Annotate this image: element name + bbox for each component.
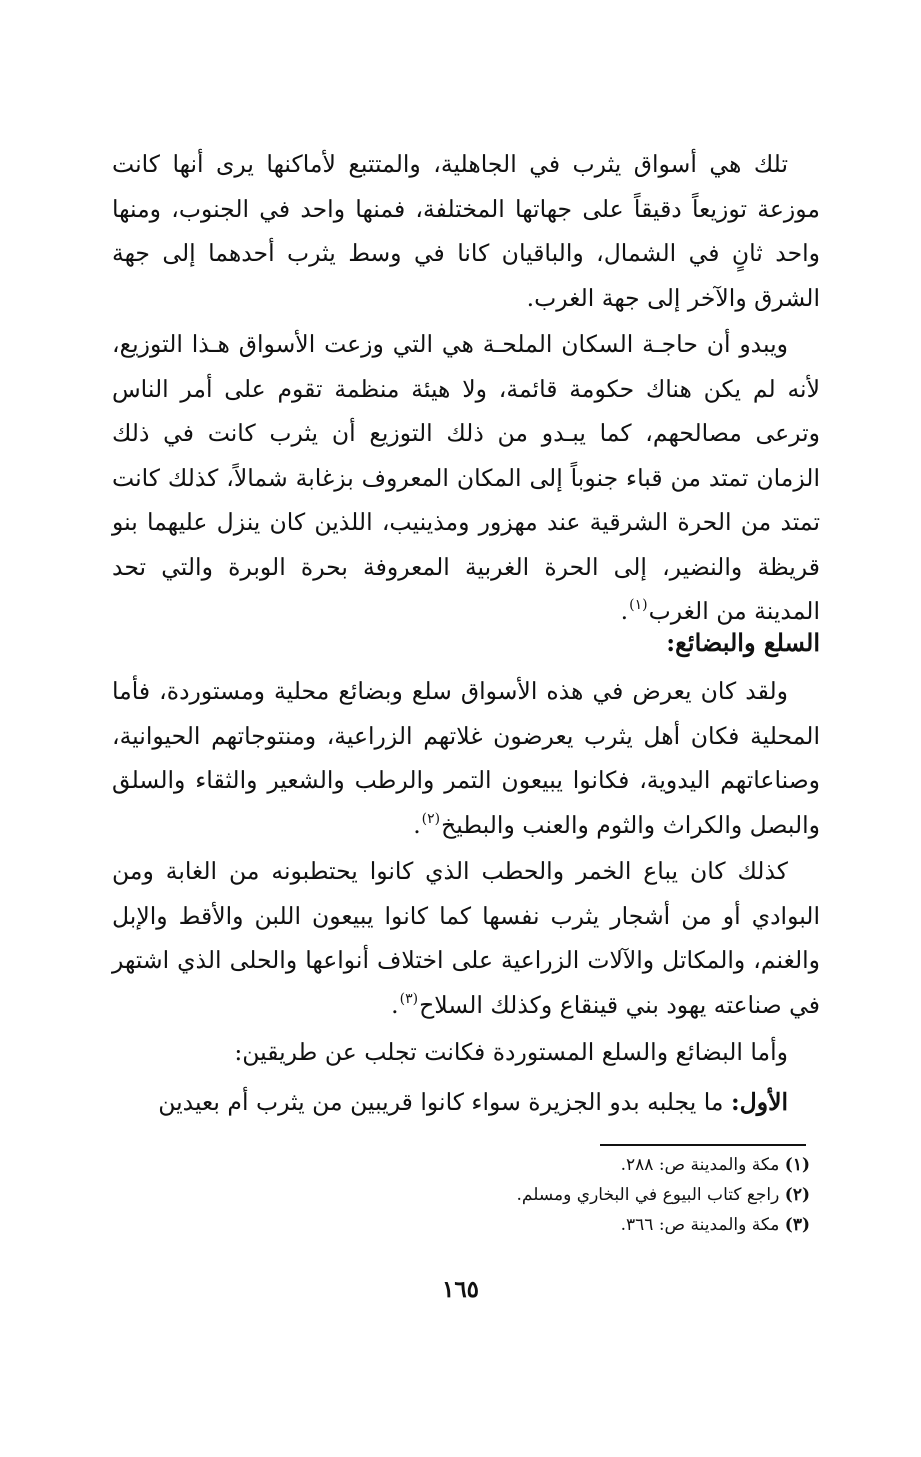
footnote-2-number: (٢) bbox=[784, 1185, 810, 1205]
paragraph-4-text bbox=[112, 849, 820, 1027]
footnote-separator bbox=[600, 1144, 806, 1146]
paragraph-6 bbox=[112, 1080, 820, 1125]
paragraph-1 bbox=[112, 142, 820, 320]
page-number: ١٦٥ bbox=[441, 1276, 480, 1303]
paragraph-6-lead: الأول: bbox=[730, 1088, 788, 1116]
paragraph-3-text bbox=[112, 669, 820, 847]
paragraph-4 bbox=[112, 849, 820, 1027]
footnote-3-text: مكة والمدينة ص: ٣٦٦. bbox=[620, 1215, 785, 1235]
paragraph-2-end: . bbox=[620, 597, 629, 625]
paragraph-3-end: . bbox=[413, 810, 421, 839]
paragraph-4-body: كذلك كان يباع الخمر والحطب الذي كانوا يحتطبونه من الغابة ومن البوادي أو من أشجار يثرب نفسها كما كانوا يبيعون اللبن والأقط والإبل والغنم، والمكاتل والآلات الزراعية على اختلاف أنواعها والحلى الذي اشتهر في صناعته يهود بني قينقاع وكذلك السلاح bbox=[112, 857, 820, 1019]
paragraph-2 bbox=[112, 322, 820, 634]
footnote-2 bbox=[300, 1180, 810, 1210]
footnote-3 bbox=[300, 1210, 810, 1240]
paragraph-4-end: . bbox=[391, 990, 399, 1019]
paragraph-5-text: وأما البضائع والسلع المستوردة فكانت تجلب عن طريقين: bbox=[234, 1038, 788, 1066]
footnote-ref-2: (٢) bbox=[421, 810, 441, 827]
footnote-3-number: (٣) bbox=[784, 1215, 810, 1235]
section-heading-text: السلع والبضائع: bbox=[666, 628, 820, 657]
paragraph-1-text: تلك هي أسواق يثرب في الجاهلية، والمتتبع لأماكنها يرى أنها كانت موزعة توزيعاً دقيقاً على جهاتها المختلفة، فمنها واحد في الجنوب، ومنها واحد ثانٍ في الشمال، والباقيان كانا في وسط يثرب أحدهما إلى جهة الشرق والآخر إلى جهة الغرب. bbox=[112, 150, 820, 312]
paragraph-3-body: ولقد كان يعرض في هذه الأسواق سلع وبضائع محلية ومستوردة، فأما المحلية فكان أهل يثرب يعرضون غلاتهم الزراعية، ومنتوجاتهم الحيوانية، وصناعاتهم اليدوية، فكانوا يبيعون التمر والرطب والشعير والثقاء والسلق والبصل والكراث والثوم والعنب والبطيخ bbox=[112, 677, 820, 839]
section-heading bbox=[112, 621, 820, 665]
footnote-1-number: (١) bbox=[784, 1155, 810, 1175]
footnote-1 bbox=[300, 1150, 810, 1180]
paragraph-5 bbox=[112, 1030, 820, 1075]
paragraph-6-text bbox=[112, 1080, 820, 1125]
paragraph-2-body: ويبدو أن حاجـة السكان الملحـة هي التي وزعت الأسواق هـذا التوزيع، لأنه لم يكن هناك حكومة قائمة، ولا هيئة منظمة تقوم على أمر الناس وترعى مصالحهم، كما يبـدو من ذلك التوزيع أن يثرب كانت في ذلك الزمان تمتد من قباء جنوباً إلى المكان المعروف بزغابة شمالاً، كذلك كانت تمتد من الحرة الشرقية عند مهزور ومذينيب، اللذين كان ينزل عليهما بنو قريظة والنضير، إلى الحرة الغربية المعروفة بحرة الوبرة والتي تحد المدينة من الغرب bbox=[112, 330, 820, 625]
paragraph-6-body: ما يجلبه بدو الجزيرة سواء كانوا قريبين من يثرب أم بعيدين bbox=[158, 1088, 731, 1116]
paragraph-2-text bbox=[112, 322, 820, 634]
footnote-ref-1: (١) bbox=[629, 597, 648, 613]
footnote-ref-3: (٣) bbox=[399, 990, 419, 1007]
paragraph-3 bbox=[112, 669, 820, 847]
footnote-1-text: مكة والمدينة ص: ٢٨٨. bbox=[620, 1155, 785, 1175]
footnote-2-text: راجع كتاب البيوع في البخاري ومسلم. bbox=[516, 1185, 785, 1205]
footnotes bbox=[300, 1150, 810, 1240]
